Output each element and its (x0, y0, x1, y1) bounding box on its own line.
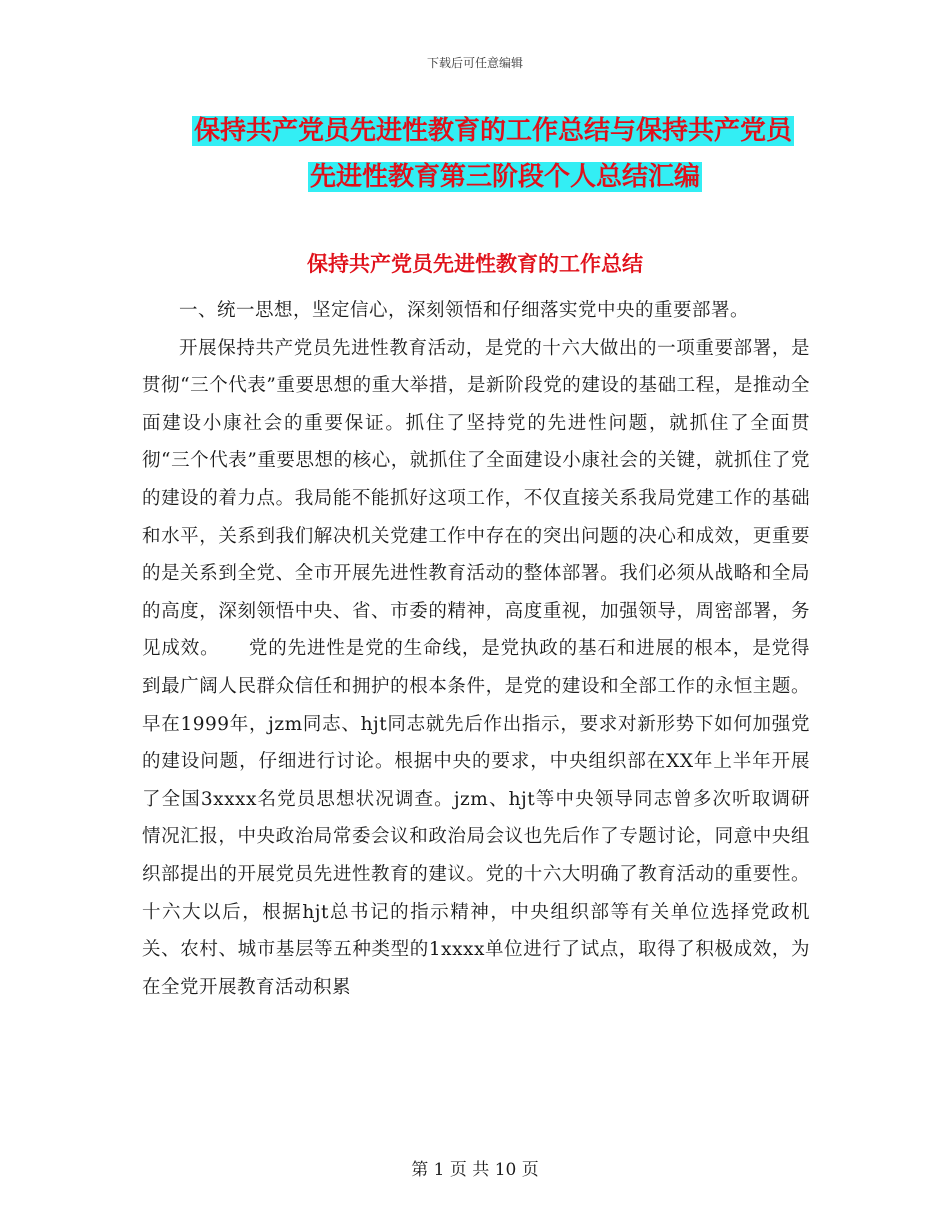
page-footer: 第 1 页 共 10 页 (411, 1160, 539, 1180)
section-title: 保持共产党员先进性教育的工作总结 (307, 251, 643, 276)
title-line-2 (140, 154, 820, 200)
title-line-2-text: 先进性教育第三阶段个人总结汇编 (310, 162, 701, 192)
title-line-1 (140, 108, 820, 154)
header-note: 下载后可任意编辑 (426, 56, 523, 70)
paragraph-2: 开展保持共产党员先进性教育活动，是党的十六大做出的一项重要部署，是贯彻“三个代表”重要思想的重大举措，是新阶段党的建设的基础工程，是推动全面建设小康社会的重要保证。抓住了坚持党的先进性问题，就抓住了全面贯彻“三个代表”重要思想的核心，就抓住了全面建设小康社会的关键，就抓住了党的建设的着力点。我局能不能抓好这项工作，不仅直接关系我局党建工作的基础和水平，关系到我们解决机关党建工作中存在的突出问题的决心和成效，更重要的是关系到全党、全市开展先进性教育活动的整体部署。我们必须从战略和全局的高度，深刻领悟中央、省、市委的精神，高度重视，加强领导，周密部署，务见成效。 党的先进性是党的生命线，是党执政的基石和进展的根本，是党得到最广阔人民群众信任和拥护的根本条件，是党的建设和全部工作的永恒主题。早在1999年，jzm同志、hjt同志就先后作出指示，要求对新形势下如何加强党的建设问题，仔细进行讨论。根据中央的要求，中央组织部在XX年上半年开展了全国3xxxx名党员思想状况调查。jzm、hjt等中央领导同志曾多次听取调研情况汇报，中央政治局常委会议和政治局会议也先后作了专题讨论，同意中央组织部提出的开展党员先进性教育的建议。党的十六大明确了教育活动的重要性。十六大以后，根据hjt总书记的指示精神，中央组织部等有关单位选择党政机关、农村、城市基层等五种类型的1xxxx单位进行了试点，取得了积极成效，为在全党开展教育活动积累 (142, 337, 810, 998)
body-text (142, 292, 810, 1006)
title-line-1-text: 保持共产党员先进性教育的工作总结与保持共产党员 (194, 116, 793, 146)
document-title (140, 108, 820, 200)
paragraph-1: 一、统一思想，坚定信心，深刻领悟和仔细落实党中央的重要部署。 (179, 300, 750, 321)
